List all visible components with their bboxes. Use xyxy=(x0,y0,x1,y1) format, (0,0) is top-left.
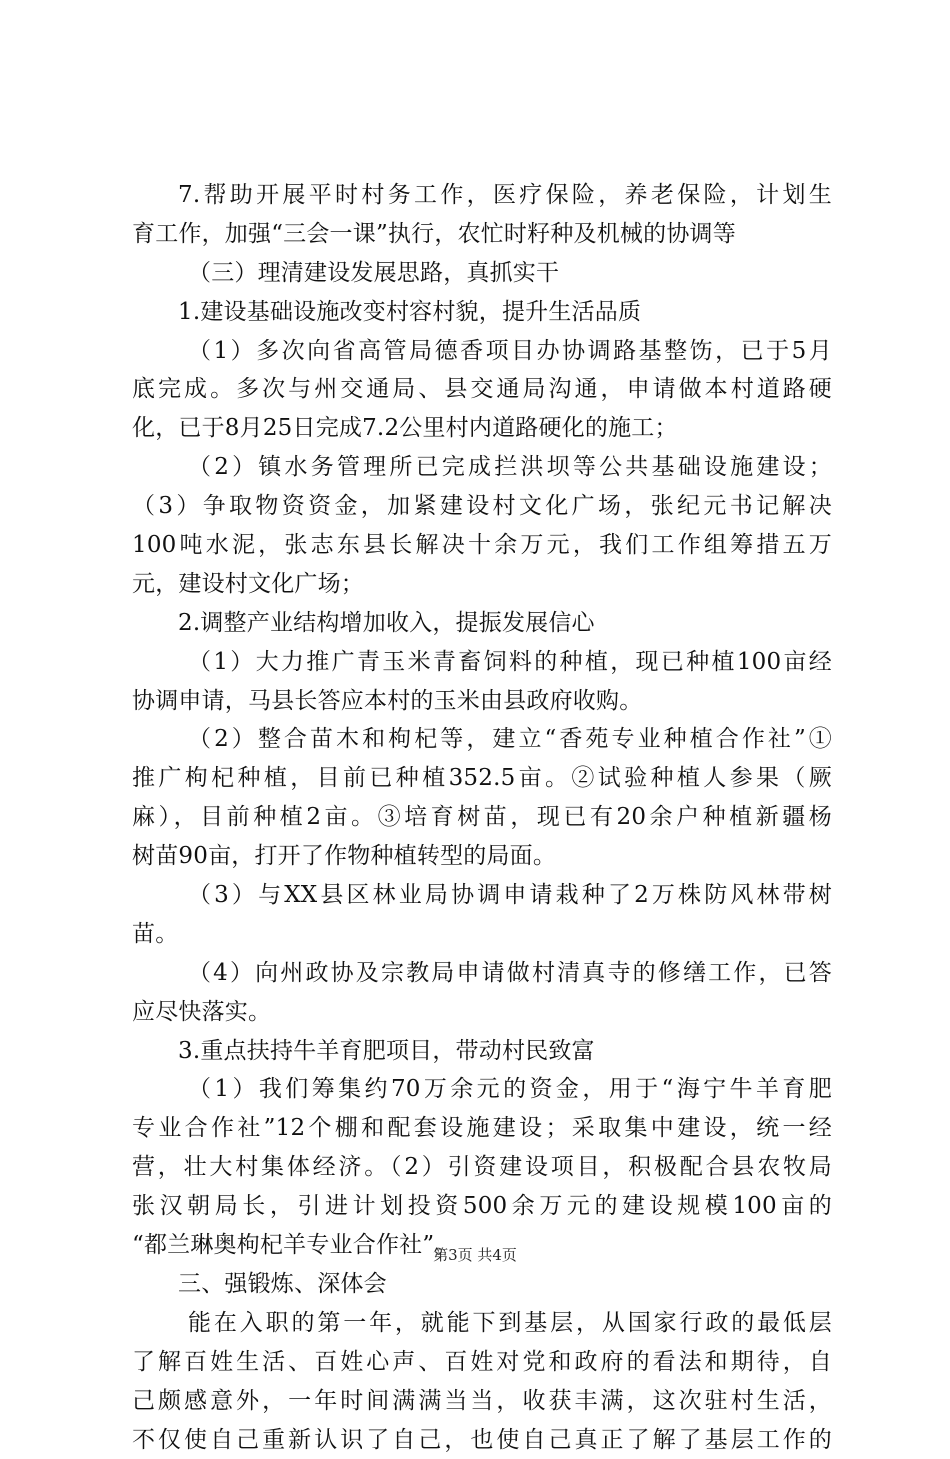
text-line: （3）与XX县区林业局协调申请栽种了2万株防风林带树 xyxy=(132,876,832,915)
text-line: 2.调整产业结构增加收入，提振发展信心 xyxy=(132,604,832,643)
document-body xyxy=(132,176,832,1459)
text-line: 元，建设村文化广场； xyxy=(132,565,832,604)
text-line: （1）我们筹集约70万余元的资金，用于“海宁牛羊育肥 xyxy=(132,1070,832,1109)
text-line: 化，已于8月25日完成7.2公里村内道路硬化的施工； xyxy=(132,409,832,448)
text-line: 专业合作社”12个棚和配套设施建设；采取集中建设，统一经 xyxy=(132,1109,832,1148)
text-line: 应尽快落实。 xyxy=(132,993,832,1032)
text-line: 3.重点扶持牛羊育肥项目，带动村民致富 xyxy=(132,1032,832,1071)
text-line: 育工作，加强“三会一课”执行，农忙时籽种及机械的协调等 xyxy=(132,215,832,254)
text-line: 了解百姓生活、百姓心声、百姓对党和政府的看法和期待，自 xyxy=(132,1343,832,1382)
text-line: “都兰琳奥枸杞羊专业合作社”。 xyxy=(132,1226,832,1265)
text-line: （1）多次向省高管局德香项目办协调路基整饬，已于5月 xyxy=(132,332,832,371)
text-line: 三、强锻炼、深体会 xyxy=(132,1265,832,1304)
text-line: 不仅使自己重新认识了自己，也使自己真正了解了基层工作的 xyxy=(132,1421,832,1459)
text-line: 100吨水泥，张志东县长解决十余万元，我们工作组筹措五万 xyxy=(132,526,832,565)
text-line: 树苗90亩，打开了作物种植转型的局面。 xyxy=(132,837,832,876)
text-line: 1.建设基础设施改变村容村貌，提升生活品质 xyxy=(132,293,832,332)
text-line: （3）争取物资资金，加紧建设村文化广场，张纪元书记解决 xyxy=(132,487,832,526)
text-line: （1）大力推广青玉米青畜饲料的种植，现已种植100亩经 xyxy=(132,643,832,682)
text-line: 推广枸杞种植，目前已种植352.5亩。②试验种植人参果（厥 xyxy=(132,759,832,798)
text-line: 麻），目前种植2亩。③培育树苗，现已有20余户种植新疆杨 xyxy=(132,798,832,837)
text-line: 营，壮大村集体经济。（2）引资建设项目，积极配合县农牧局 xyxy=(132,1148,832,1187)
text-line: 苗。 xyxy=(132,915,832,954)
text-line: （三）理清建设发展思路，真抓实干 xyxy=(132,254,832,293)
text-line: 己颇感意外，一年时间满满当当，收获丰满，这次驻村生活， xyxy=(132,1382,832,1421)
text-line: （2）镇水务管理所已完成拦洪坝等公共基础设施建设； xyxy=(132,448,832,487)
text-line: （2）整合苗木和枸杞等，建立“香苑专业种植合作社”① xyxy=(132,720,832,759)
text-line: 张汉朝局长，引进计划投资500余万元的建设规模100亩的 xyxy=(132,1187,832,1226)
text-line: 协调申请，马县长答应本村的玉米由县政府收购。 xyxy=(132,682,832,721)
page-footer: 第3页 共4页 xyxy=(0,1244,950,1265)
text-line: （4）向州政协及宗教局申请做村清真寺的修缮工作，已答 xyxy=(132,954,832,993)
text-line: 能在入职的第一年，就能下到基层，从国家行政的最低层 xyxy=(132,1304,832,1343)
text-line: 7.帮助开展平时村务工作，医疗保险，养老保险，计划生 xyxy=(132,176,832,215)
text-line: 底完成。多次与州交通局、县交通局沟通，申请做本村道路硬 xyxy=(132,370,832,409)
